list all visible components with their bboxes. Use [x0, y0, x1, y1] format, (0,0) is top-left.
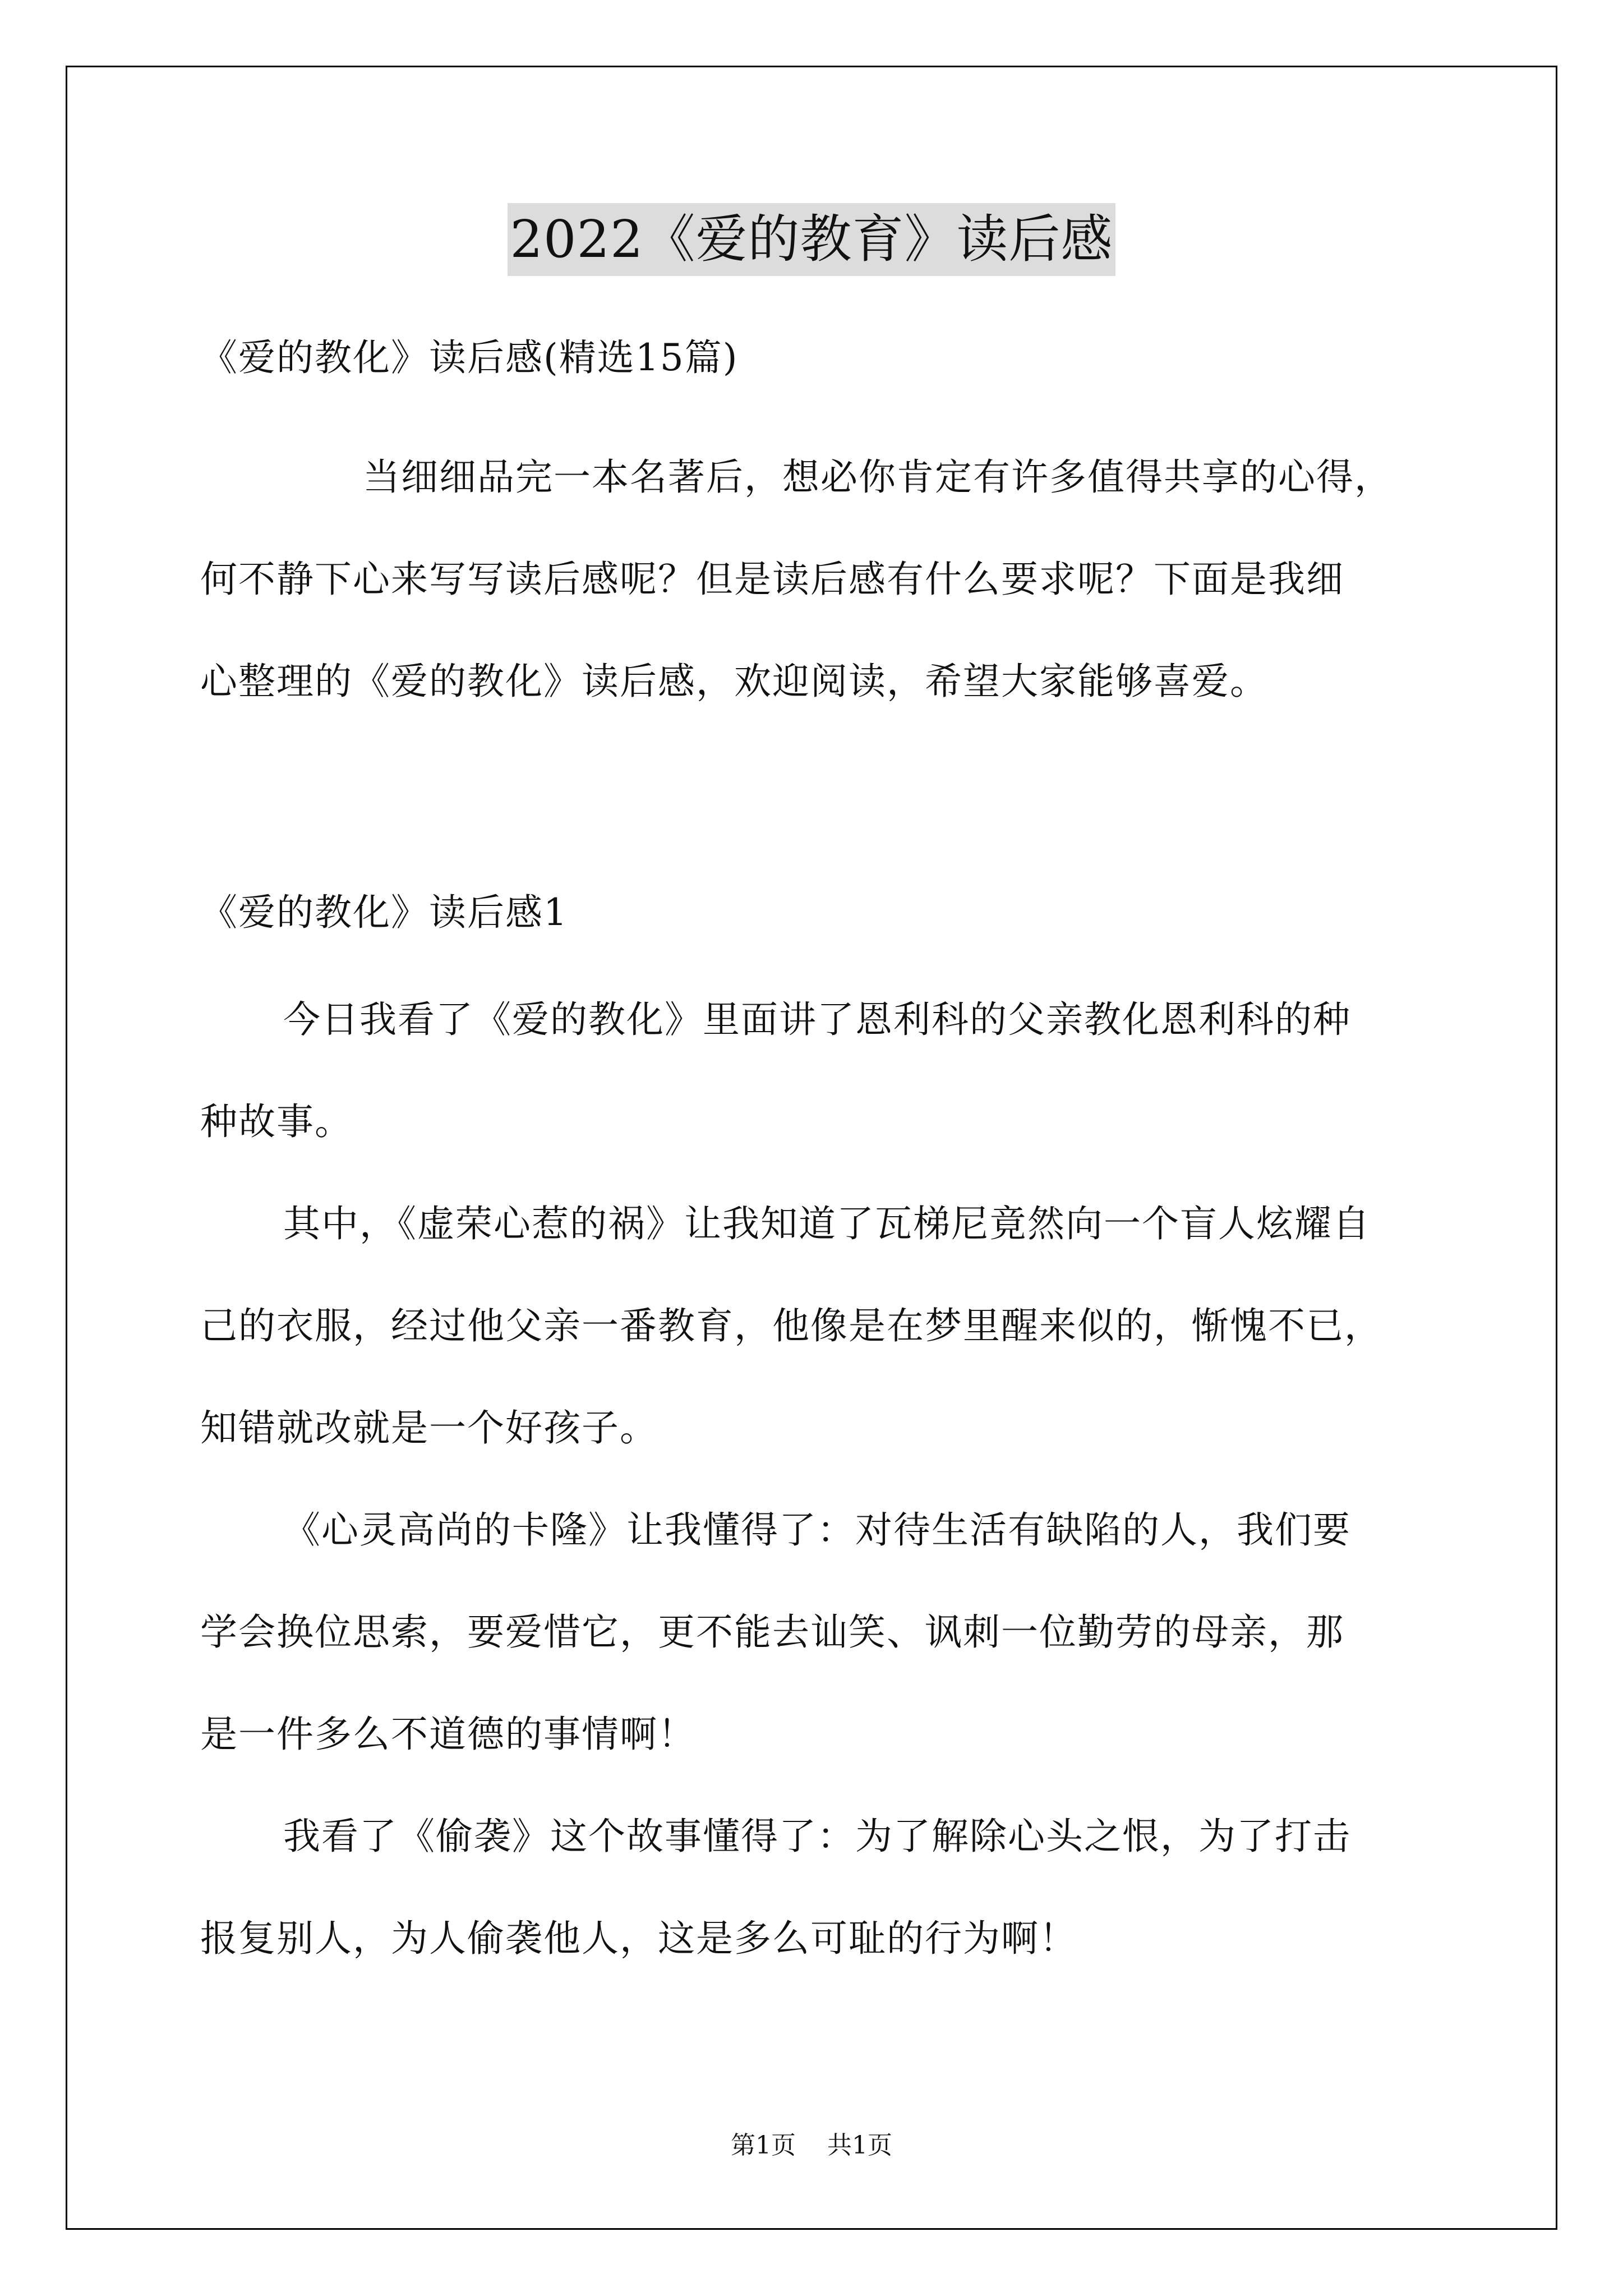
title-container: [0, 203, 1623, 276]
paragraph-line: 己的衣服，经过他父亲一番教育，他像是在梦里醒来似的，惭愧不已，: [200, 1304, 1382, 1347]
intro-line: 心整理的《爱的教化》读后感，欢迎阅读，希望大家能够喜爱。: [200, 660, 1268, 703]
paragraph-line: 是一件多么不道德的事情啊！: [200, 1713, 696, 1756]
document-title: 2022《爱的教育》读后感: [508, 203, 1115, 276]
document-subtitle: 《爱的教化》读后感(精选15篇): [200, 336, 739, 379]
section-heading: 《爱的教化》读后感1: [200, 891, 568, 934]
paragraph-line: 我看了《偷袭》这个故事懂得了：为了解除心头之恨，为了打击: [283, 1815, 1351, 1858]
paragraph-line: 今日我看了《爱的教化》里面讲了恩利科的父亲教化恩利科的种: [283, 998, 1351, 1041]
paragraph-line: 知错就改就是一个好孩子。: [200, 1406, 658, 1450]
paragraph-line: 《心灵高尚的卡隆》让我懂得了：对待生活有缺陷的人，我们要: [283, 1508, 1351, 1552]
paragraph-line: 报复别人，为人偷袭他人，这是多么可耻的行为啊！: [200, 1917, 1077, 1960]
paragraph-line: 学会换位思索，要爱惜它，更不能去讪笑、讽刺一位勤劳的母亲，那: [200, 1611, 1344, 1654]
page-number-total: 共1页: [827, 2131, 892, 2160]
intro-line: 当细细品完一本名著后，想必你肯定有许多值得共享的心得，: [363, 455, 1393, 499]
page-number-current: 第1页: [731, 2131, 796, 2160]
paragraph-line: 种故事。: [200, 1100, 353, 1143]
paragraph-line: 其中，《虚荣心惹的祸》让我知道了瓦梯尼竟然向一个盲人炫耀自: [283, 1202, 1371, 1245]
intro-line: 何不静下心来写写读后感呢？但是读后感有什么要求呢？下面是我细: [200, 558, 1344, 601]
page-footer: [0, 2129, 1623, 2162]
